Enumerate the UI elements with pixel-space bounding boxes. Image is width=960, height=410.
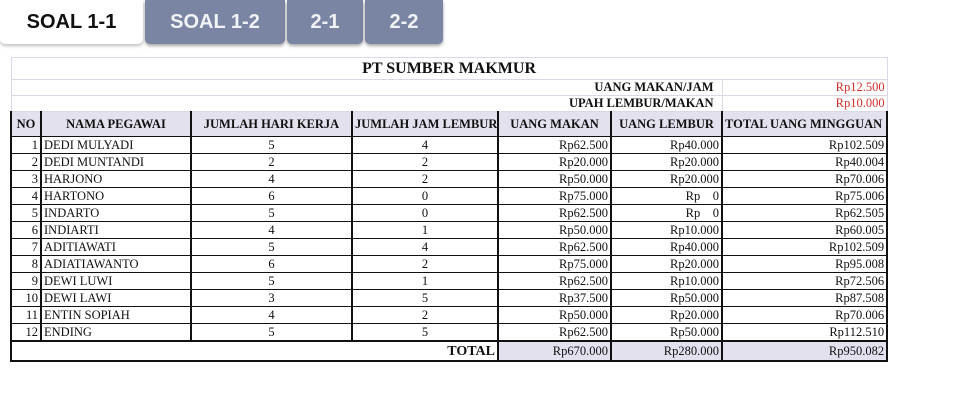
cell-no[interactable]: 2 [11,154,41,171]
table-row [11,290,887,307]
cell-jam-lembur[interactable]: 2 [352,307,498,324]
cell-hari-kerja[interactable]: 2 [191,154,352,171]
cell-hari-kerja[interactable]: 5 [191,137,352,154]
cell-nama[interactable]: DEWI LUWI [41,273,191,290]
table-row [11,273,887,290]
param-value-upah-lembur[interactable]: Rp10.000 [722,96,887,112]
cell-hari-kerja[interactable]: 6 [191,188,352,205]
tab-soal-1-2[interactable]: SOAL 1-2 [145,0,285,44]
cell-hari-kerja[interactable]: 6 [191,256,352,273]
cell-no[interactable]: 11 [11,307,41,324]
cell-uang-lembur[interactable]: Rp 0 [611,205,722,222]
table-row [11,239,887,256]
cell-total-mingguan[interactable]: Rp60.005 [722,222,887,239]
cell-no[interactable]: 8 [11,256,41,273]
cell-uang-lembur[interactable]: Rp 0 [611,188,722,205]
cell-hari-kerja[interactable]: 3 [191,290,352,307]
cell-hari-kerja[interactable]: 4 [191,307,352,324]
cell-hari-kerja[interactable]: 4 [191,222,352,239]
col-header-makan[interactable]: UANG MAKAN [498,112,611,137]
cell-uang-lembur[interactable]: Rp40.000 [611,137,722,154]
cell-uang-makan[interactable]: Rp50.000 [498,171,611,188]
cell-total-mingguan[interactable]: Rp102.509 [722,137,887,154]
param-label-upah-lembur[interactable]: UPAH LEMBUR/MAKAN [11,96,722,112]
cell-no[interactable]: 5 [11,205,41,222]
table-row [11,188,887,205]
cell-jam-lembur[interactable]: 1 [352,273,498,290]
cell-total-mingguan[interactable]: Rp70.006 [722,307,887,324]
cell-no[interactable]: 12 [11,324,41,342]
cell-nama[interactable]: ADITIAWATI [41,239,191,256]
cell-total-mingguan[interactable]: Rp72.506 [722,273,887,290]
cell-jam-lembur[interactable]: 0 [352,188,498,205]
total-uang-makan[interactable]: Rp670.000 [498,341,611,361]
cell-nama[interactable]: INDARTO [41,205,191,222]
cell-no[interactable]: 3 [11,171,41,188]
cell-hari-kerja[interactable]: 5 [191,239,352,256]
cell-nama[interactable]: HARTONO [41,188,191,205]
cell-hari-kerja[interactable]: 5 [191,273,352,290]
col-header-lembur[interactable]: UANG LEMBUR [611,112,722,137]
spreadsheet [10,57,886,362]
cell-uang-makan[interactable]: Rp62.500 [498,137,611,154]
cell-no[interactable]: 4 [11,188,41,205]
total-uang-mingguan[interactable]: Rp950.082 [722,341,887,361]
cell-jam-lembur[interactable]: 0 [352,205,498,222]
tab-2-1[interactable]: 2-1 [287,0,363,44]
cell-total-mingguan[interactable]: Rp95.008 [722,256,887,273]
cell-hari-kerja[interactable]: 5 [191,324,352,342]
cell-uang-lembur[interactable]: Rp20.000 [611,307,722,324]
cell-uang-lembur[interactable]: Rp20.000 [611,154,722,171]
cell-uang-lembur[interactable]: Rp40.000 [611,239,722,256]
cell-nama[interactable]: DEDI MUNTANDI [41,154,191,171]
total-uang-lembur[interactable]: Rp280.000 [611,341,722,361]
cell-uang-lembur[interactable]: Rp50.000 [611,324,722,342]
table-row [11,154,887,171]
cell-total-mingguan[interactable]: Rp40.004 [722,154,887,171]
table-row [11,171,887,188]
cell-no[interactable]: 10 [11,290,41,307]
cell-uang-lembur[interactable]: Rp50.000 [611,290,722,307]
cell-uang-makan[interactable]: Rp50.000 [498,222,611,239]
company-title: PT SUMBER MAKMUR [11,58,887,80]
cell-jam-lembur[interactable]: 5 [352,290,498,307]
param-value-uang-makan[interactable]: Rp12.500 [722,80,887,96]
table-row [11,222,887,239]
cell-nama[interactable]: ENTIN SOPIAH [41,307,191,324]
cell-uang-makan[interactable]: Rp62.500 [498,205,611,222]
cell-uang-makan[interactable]: Rp62.500 [498,239,611,256]
param-label-uang-makan[interactable]: UANG MAKAN/JAM [11,80,722,96]
param-row-uang-makan [11,80,887,96]
total-row [11,341,887,361]
col-header-hari[interactable]: JUMLAH HARI KERJA [191,112,352,137]
table-row [11,324,887,342]
cell-total-mingguan[interactable]: Rp87.508 [722,290,887,307]
cell-uang-lembur[interactable]: Rp10.000 [611,273,722,290]
cell-uang-makan[interactable]: Rp62.500 [498,273,611,290]
cell-total-mingguan[interactable]: Rp62.505 [722,205,887,222]
cell-nama[interactable]: HARJONO [41,171,191,188]
cell-uang-lembur[interactable]: Rp10.000 [611,222,722,239]
tab-soal-1-1[interactable]: SOAL 1-1 [0,0,143,44]
cell-uang-makan[interactable]: Rp62.500 [498,324,611,342]
param-row-upah-lembur [11,96,887,112]
tab-2-2[interactable]: 2-2 [365,0,443,44]
cell-no[interactable]: 7 [11,239,41,256]
cell-hari-kerja[interactable]: 4 [191,171,352,188]
title-row [11,58,887,80]
cell-jam-lembur[interactable]: 2 [352,256,498,273]
table-row [11,256,887,273]
cell-total-mingguan[interactable]: Rp102.509 [722,239,887,256]
cell-hari-kerja[interactable]: 5 [191,205,352,222]
cell-no[interactable]: 1 [11,137,41,154]
cell-uang-makan[interactable]: Rp75.000 [498,256,611,273]
cell-total-mingguan[interactable]: Rp112.510 [722,324,887,342]
cell-jam-lembur[interactable]: 4 [352,239,498,256]
cell-uang-lembur[interactable]: Rp20.000 [611,171,722,188]
cell-jam-lembur[interactable]: 4 [352,137,498,154]
cell-total-mingguan[interactable]: Rp70.006 [722,171,887,188]
cell-total-mingguan[interactable]: Rp75.006 [722,188,887,205]
col-header-total[interactable]: TOTAL UANG MINGGUAN [722,112,887,137]
cell-jam-lembur[interactable]: 5 [352,324,498,342]
col-header-nama[interactable]: NAMA PEGAWAI [41,112,191,137]
col-header-no[interactable]: NO [11,112,41,137]
sheet-tabs [0,0,443,46]
cell-uang-makan[interactable]: Rp20.000 [498,154,611,171]
cell-jam-lembur[interactable]: 2 [352,154,498,171]
cell-uang-makan[interactable]: Rp50.000 [498,307,611,324]
table-body [11,137,887,342]
total-label[interactable]: TOTAL [11,341,498,361]
cell-uang-lembur[interactable]: Rp20.000 [611,256,722,273]
header-row [11,112,887,137]
cell-nama[interactable]: ENDING [41,324,191,342]
cell-nama[interactable]: ADIATIAWANTO [41,256,191,273]
cell-nama[interactable]: DEDI MULYADI [41,137,191,154]
table-row [11,307,887,324]
col-header-jam[interactable]: JUMLAH JAM LEMBUR [352,112,498,137]
table-row [11,205,887,222]
cell-nama[interactable]: DEWI LAWI [41,290,191,307]
cell-jam-lembur[interactable]: 1 [352,222,498,239]
cell-uang-makan[interactable]: Rp37.500 [498,290,611,307]
cell-nama[interactable]: INDIARTI [41,222,191,239]
table-row [11,137,887,154]
cell-no[interactable]: 6 [11,222,41,239]
payroll-table [10,57,888,362]
cell-no[interactable]: 9 [11,273,41,290]
cell-uang-makan[interactable]: Rp75.000 [498,188,611,205]
cell-jam-lembur[interactable]: 2 [352,171,498,188]
